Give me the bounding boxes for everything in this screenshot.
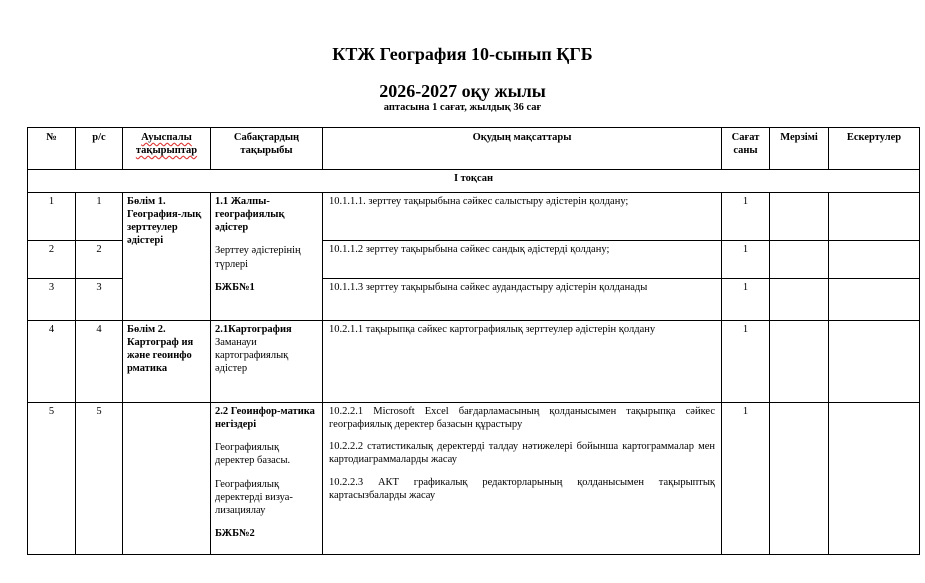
objective-cell bbox=[323, 403, 722, 555]
sor-label: БЖБ№1 bbox=[215, 281, 255, 293]
header-row bbox=[28, 128, 920, 170]
row-no: 1 bbox=[28, 193, 76, 241]
table-row bbox=[28, 403, 920, 555]
row-hours: 1 bbox=[722, 241, 770, 279]
quarter-label: І тоқсан bbox=[28, 170, 920, 193]
objective-item: 10.2.2.3 АКТ графикалық редакторларының қолданысымен тақырыптық картасызбаларды жасау bbox=[329, 476, 715, 501]
row-notes bbox=[829, 403, 920, 555]
row-no: 4 bbox=[28, 321, 76, 403]
document-title: КТЖ География 10-сынып ҚГБ bbox=[332, 44, 593, 64]
row-pc: 2 bbox=[76, 241, 123, 279]
objective-item: 10.2.2.2 статистикалық деректерді талдау нәтижелері бойынша картограммалар мен картодиаграммаларды жасау bbox=[329, 441, 715, 466]
quarter-row bbox=[28, 170, 920, 193]
topic-cell bbox=[211, 403, 323, 555]
objective-item: 10.2.2.1 Microsoft Excel бағдарламасының қолданысымен тақырыпқа сәйкес географиялық деректер базасын құрастыру bbox=[329, 406, 715, 431]
header-section: Ауыспалы тақырыптар bbox=[123, 128, 211, 170]
row-deadline bbox=[770, 279, 829, 321]
row-pc: 1 bbox=[76, 193, 123, 241]
row-pc: 4 bbox=[76, 321, 123, 403]
topic-title: 1.1 Жалпы-географиялық әдістер bbox=[215, 196, 285, 234]
objective-cell: 10.2.1.1 тақырыпқа сәйкес картографиялық зерттеулер әдістерін қолдану bbox=[323, 321, 722, 403]
row-hours: 1 bbox=[722, 279, 770, 321]
section-cell: Бөлім 1. География-лық зерттеулер әдістері bbox=[123, 193, 211, 321]
section-cell: Бөлім 2. Картограф ия және геоинфо рматика bbox=[123, 321, 211, 403]
row-hours: 1 bbox=[722, 193, 770, 241]
header-notes: Ескертулер bbox=[829, 128, 920, 170]
row-notes bbox=[829, 321, 920, 403]
topic-subtitle: Географиялық деректер базасы. bbox=[215, 442, 291, 467]
topic-cell bbox=[211, 193, 323, 321]
row-no: 5 bbox=[28, 403, 76, 555]
row-pc: 5 bbox=[76, 403, 123, 555]
header-no: № bbox=[28, 128, 76, 170]
row-pc: 3 bbox=[76, 279, 123, 321]
topic-title: 2.1Картография bbox=[215, 324, 292, 335]
header-deadline: Мерзімі bbox=[770, 128, 829, 170]
row-deadline bbox=[770, 241, 829, 279]
objective-cell: 10.1.1.1. зерттеу тақырыбына сәйкес салыстыру әдістерін қолдану; bbox=[323, 193, 722, 241]
table-row bbox=[28, 193, 920, 241]
table-row bbox=[28, 321, 920, 403]
topic-cell bbox=[211, 321, 323, 403]
topic-subtitle: Зерттеу әдістерінің түрлері bbox=[215, 245, 301, 270]
objective-cell: 10.1.1.2 зерттеу тақырыбына сәйкес сандық әдістерді қолдану; bbox=[323, 241, 722, 279]
academic-year: 2026-2027 оқу жылы bbox=[379, 81, 546, 101]
topic-subtitle: Заманауи картографиялық әдістер bbox=[215, 337, 289, 375]
row-deadline bbox=[770, 403, 829, 555]
lesson-plan-table bbox=[27, 127, 920, 555]
row-notes bbox=[829, 241, 920, 279]
objective-cell: 10.1.1.3 зерттеу тақырыбына сәйкес аудандастыру әдістерін қолданады bbox=[323, 279, 722, 321]
row-hours: 1 bbox=[722, 403, 770, 555]
row-notes bbox=[829, 279, 920, 321]
header-pc: р/с bbox=[76, 128, 123, 170]
topic-subtitle: Географиялық деректерді визуа-лизациялау bbox=[215, 478, 293, 516]
row-notes bbox=[829, 193, 920, 241]
row-deadline bbox=[770, 321, 829, 403]
row-no: 2 bbox=[28, 241, 76, 279]
topic-title: 2.2 Геоинфор-матика негіздері bbox=[215, 406, 315, 431]
row-hours: 1 bbox=[722, 321, 770, 403]
header-objectives: Оқудың мақсаттары bbox=[323, 128, 722, 170]
hours-summary: аптасына 1 сағат, жылдық 36 сағ bbox=[383, 102, 542, 113]
row-deadline bbox=[770, 193, 829, 241]
sor-label: БЖБ№2 bbox=[215, 527, 255, 539]
row-no: 3 bbox=[28, 279, 76, 321]
header-topic: Сабақтардың тақырыбы bbox=[211, 128, 323, 170]
header-hours: Сағат саны bbox=[722, 128, 770, 170]
section-cell bbox=[123, 403, 211, 555]
